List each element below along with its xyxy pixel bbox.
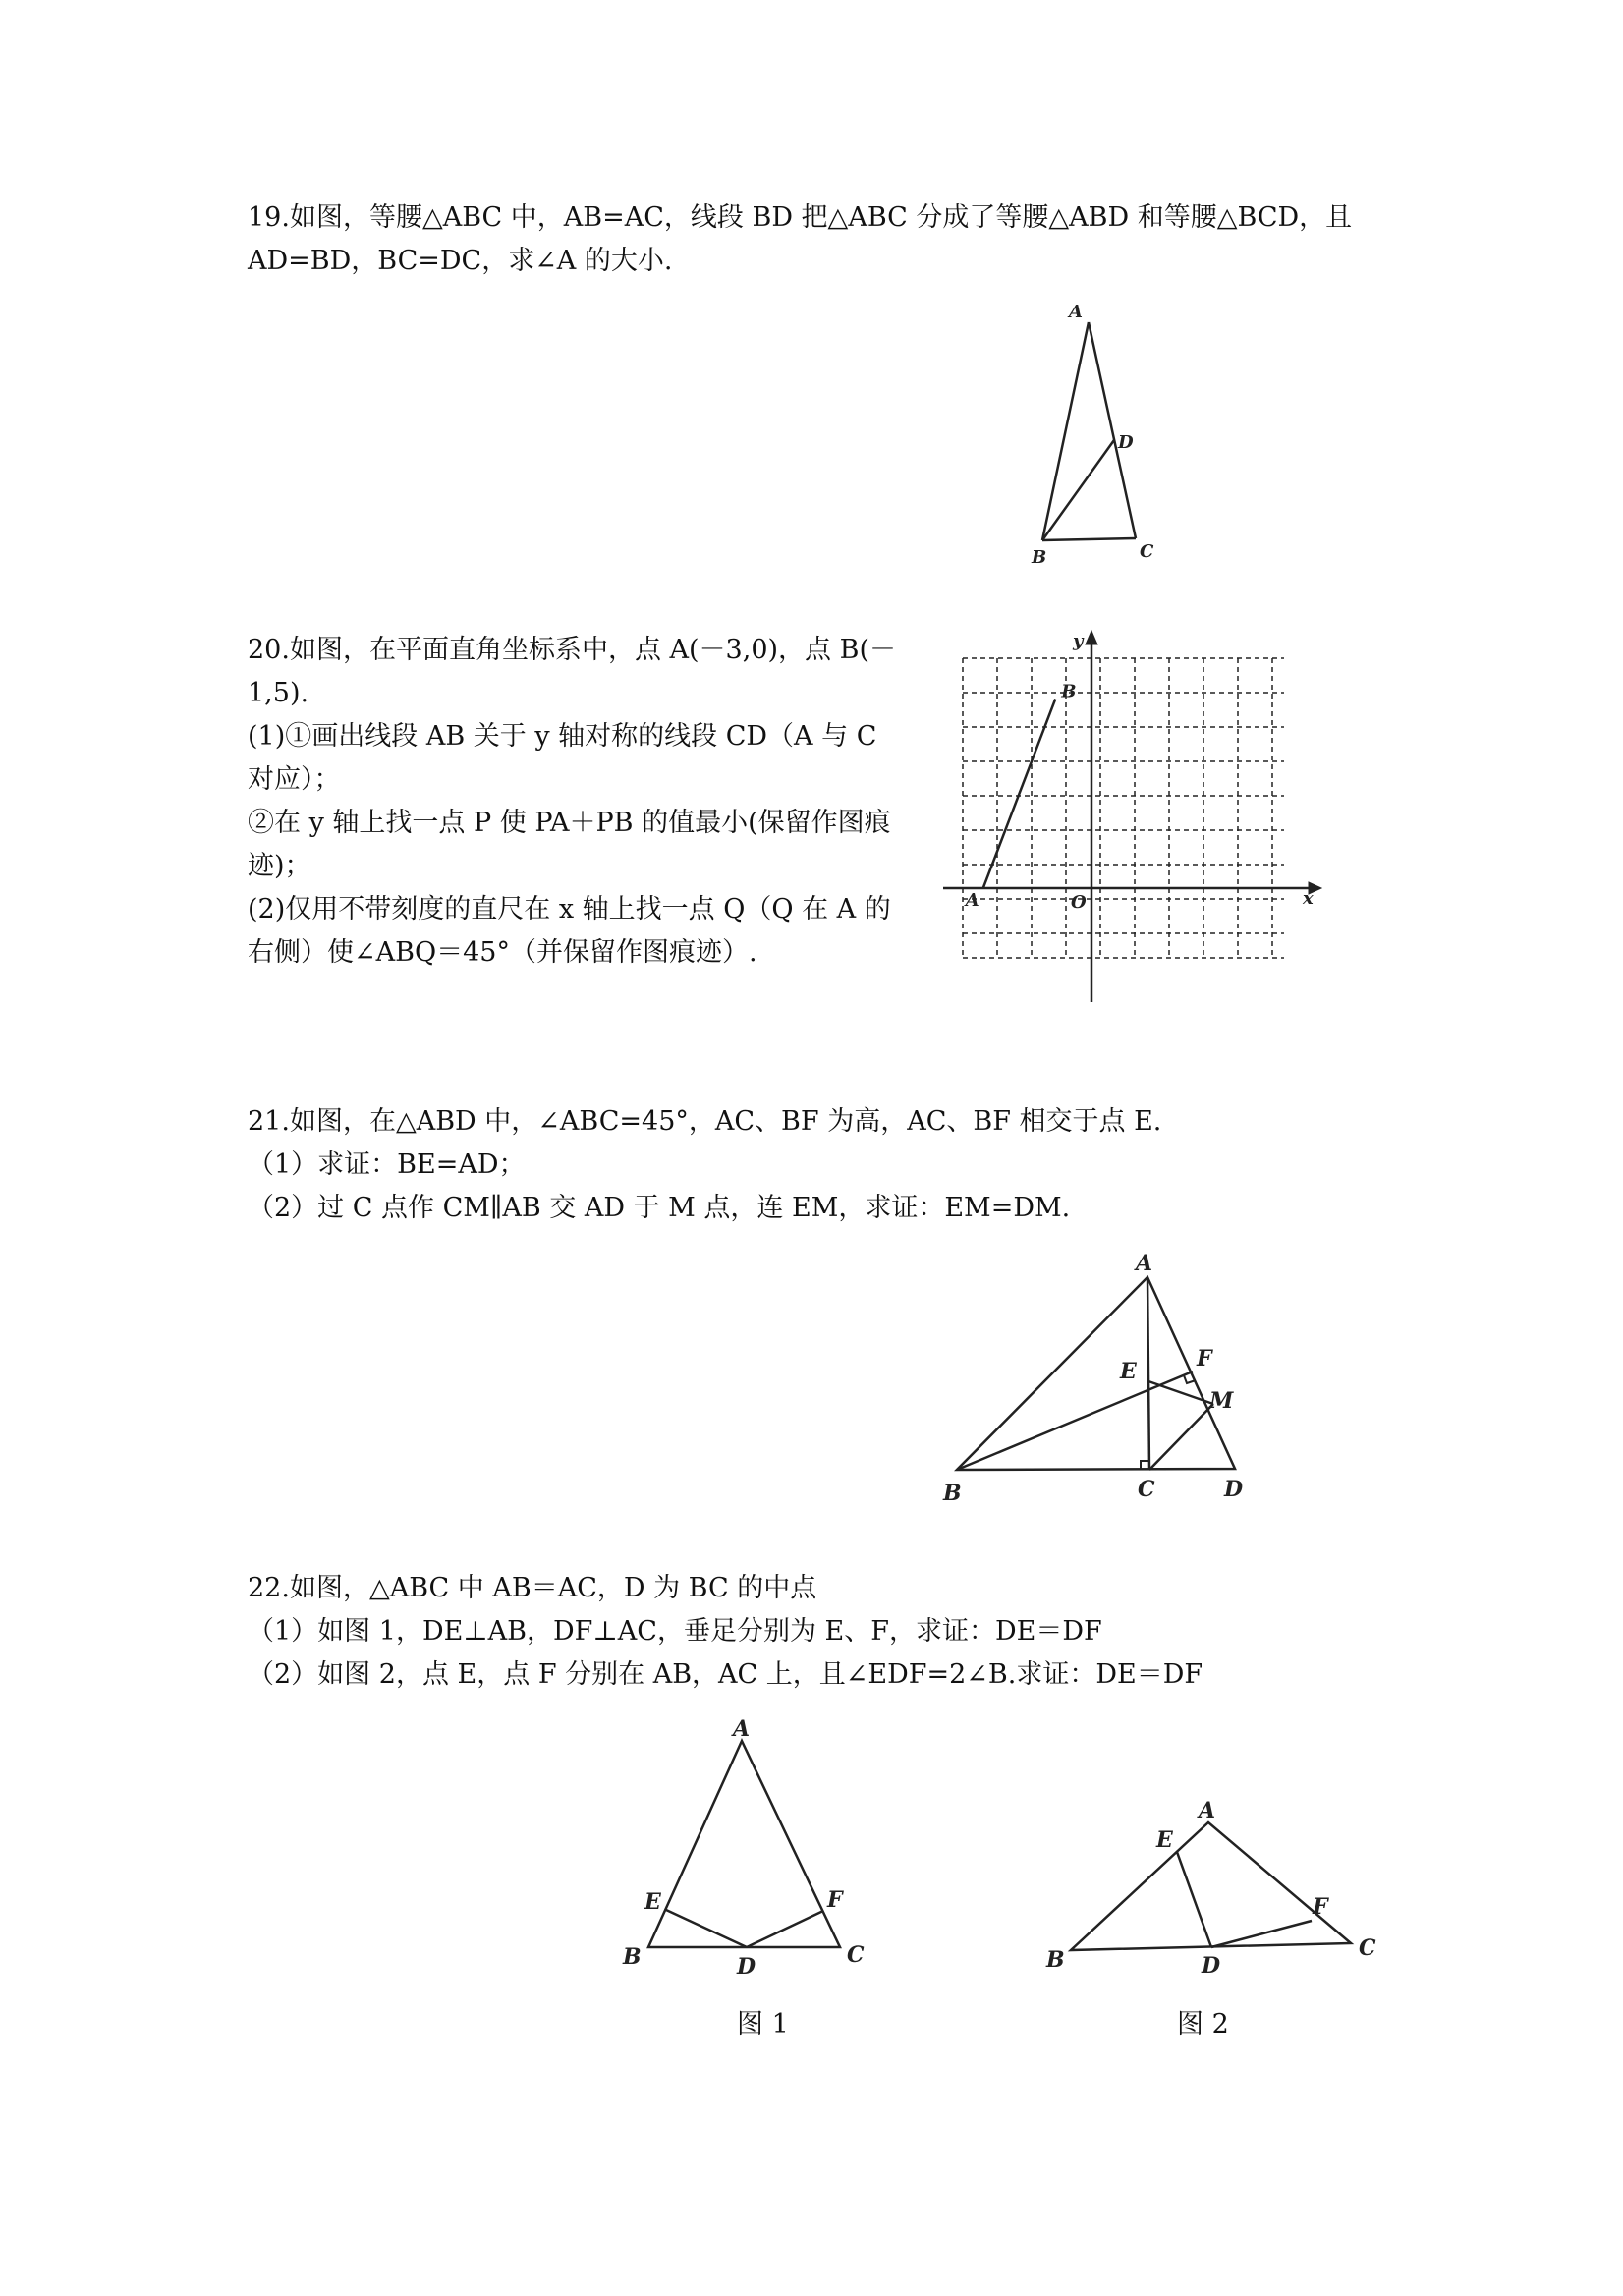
- q21-text-line-2: （1）求证：BE=AD；: [248, 1149, 526, 1180]
- q21-altitude-bf: [957, 1372, 1193, 1470]
- q22-fig1-label-a: A: [733, 1716, 751, 1742]
- q22-text-line-2: （1）如图 1，DE⊥AB，DF⊥AC，垂足分别为 E、F，求证：DE＝DF: [248, 1616, 1102, 1647]
- q21-label-d: D: [1224, 1477, 1244, 1502]
- q22-fig1-label-e: E: [644, 1889, 661, 1915]
- q19-text-line-2: AD=BD，BC=DC，求∠A 的大小.: [248, 246, 673, 276]
- q20-label-y: y: [1073, 631, 1084, 651]
- q20-text-line-2: 1,5).: [248, 678, 309, 708]
- q21-text-line-1: 21.如图，在△ABD 中，∠ABC=45°，AC、BF 为高，AC、BF 相交于点 E.: [248, 1106, 1162, 1137]
- q20-y-axis-arrow: [1086, 631, 1097, 644]
- q21-label-b: B: [943, 1481, 962, 1506]
- q19-label-c: C: [1140, 541, 1154, 562]
- q20-label-a: A: [965, 890, 979, 911]
- q21-segment-em: [1148, 1381, 1213, 1404]
- q19-text-line-1: 19.如图，等腰△ABC 中，AB=AC，线段 BD 把△ABC 分成了等腰△ABD 和等腰△BCD，且: [248, 202, 1353, 233]
- q20-text-line-6: 迹)；: [248, 851, 311, 881]
- q22-fig1-label-b: B: [623, 1944, 642, 1970]
- q20-coordinate-grid: [943, 629, 1326, 1002]
- q22-fig1-caption: 图 1: [737, 2009, 789, 2040]
- q22-fig1-segment-de: [666, 1910, 747, 1947]
- q22-text-line-1: 22.如图，△ABC 中 AB＝AC，D 为 BC 的中点: [248, 1573, 817, 1603]
- q22-fig2-segment-df: [1211, 1921, 1312, 1947]
- q22-fig2-segment-de: [1177, 1852, 1211, 1947]
- q22-text-line-3: （2）如图 2，点 E，点 F 分别在 AB，AC 上，且∠EDF=2∠B.求证：DE＝DF: [248, 1659, 1203, 1690]
- q20-label-x: x: [1303, 888, 1314, 909]
- q19-label-d: D: [1118, 432, 1134, 453]
- q22-fig1-segment-df: [747, 1911, 823, 1947]
- q21-label-a: A: [1136, 1251, 1153, 1276]
- q21-label-m: M: [1209, 1388, 1234, 1414]
- q19-label-a: A: [1069, 302, 1083, 322]
- q21-text-line-3: （2）过 C 点作 CM∥AB 交 AD 于 M 点，连 EM，求证：EM=DM.: [248, 1193, 1071, 1223]
- q20-label-b: B: [1061, 681, 1077, 702]
- q21-label-f: F: [1197, 1346, 1212, 1372]
- q22-fig2-label-f: F: [1313, 1894, 1328, 1920]
- q21-triangle-abd: [957, 1277, 1235, 1470]
- q22-fig2-label-a: A: [1199, 1798, 1216, 1823]
- q22-fig2-label-b: B: [1046, 1947, 1065, 1973]
- q20-text-line-7: (2)仅用不带刻度的直尺在 x 轴上找一点 Q（Q 在 A 的: [248, 894, 891, 924]
- q19-figure: [1012, 300, 1208, 575]
- q22-fig2-caption: 图 2: [1177, 2009, 1229, 2040]
- q21-label-e: E: [1120, 1359, 1137, 1384]
- q21-label-c: C: [1138, 1477, 1155, 1502]
- q20-grid-lines: [963, 658, 1284, 958]
- q20-text-line-3: (1)①画出线段 AB 关于 y 轴对称的线段 CD（A 与 C: [248, 721, 877, 752]
- q22-fig2-label-c: C: [1359, 1935, 1376, 1961]
- q20-text-line-8: 右侧）使∠ABQ＝45°（并保留作图痕迹）.: [248, 937, 757, 968]
- q20-text-line-1: 20.如图，在平面直角坐标系中，点 A(－3,0)，点 B(－: [248, 635, 896, 665]
- q20-text-line-5: ②在 y 轴上找一点 P 使 PA＋PB 的值最小(保留作图痕: [248, 808, 891, 838]
- q22-figure-1: [609, 1714, 884, 1999]
- q22-fig1-label-f: F: [827, 1887, 843, 1913]
- q21-segment-cm: [1149, 1404, 1213, 1470]
- q21-altitude-ac: [1147, 1277, 1149, 1470]
- q21-figure: [933, 1243, 1258, 1508]
- q19-label-b: B: [1032, 547, 1047, 568]
- q22-fig2-label-d: D: [1202, 1953, 1221, 1979]
- q22-fig2-label-e: E: [1156, 1827, 1173, 1853]
- q19-side-bc: [1042, 538, 1136, 540]
- q20-text-line-4: 对应）；: [248, 764, 341, 795]
- q19-side-ac: [1089, 322, 1136, 538]
- q22-fig1-label-c: C: [847, 1942, 865, 1968]
- q22-figure-2: [1036, 1798, 1390, 1994]
- q20-label-origin: O: [1071, 892, 1087, 913]
- q22-fig1-label-d: D: [737, 1954, 756, 1980]
- q22-fig2-triangle-abc: [1071, 1822, 1351, 1950]
